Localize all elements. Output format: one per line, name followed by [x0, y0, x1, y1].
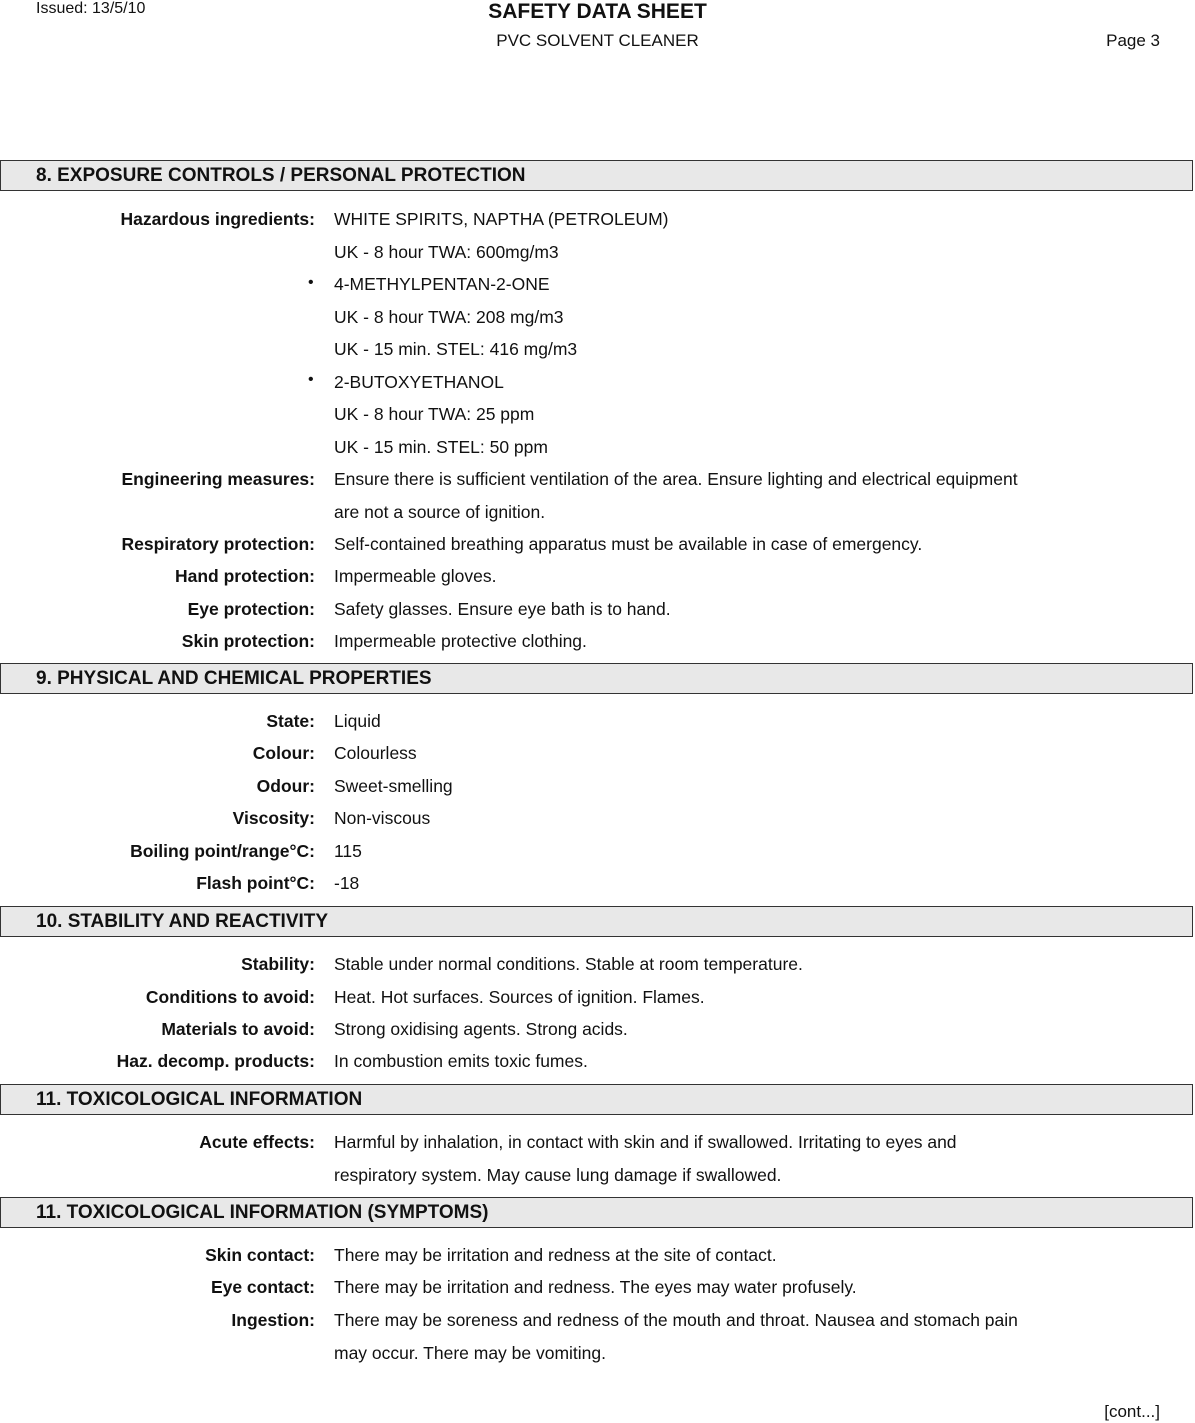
value-line: UK - 15 min. STEL: 416 mg/m3	[334, 339, 578, 359]
section-11-header	[0, 1084, 1193, 1115]
flash-point-value: -18	[334, 873, 360, 893]
value-line: 2-BUTOXYETHANOL	[334, 371, 504, 392]
value-line: are not a source of ignition.	[334, 501, 546, 522]
value-line: UK - 8 hour TWA: 25 ppm	[334, 404, 535, 424]
hand-protection-label: Hand protection:	[175, 566, 315, 586]
product-name: PVC SOLVENT CLEANER	[496, 31, 699, 50]
viscosity-label: Viscosity:	[232, 808, 315, 828]
skin-protection-value: Impermeable protective clothing.	[334, 631, 587, 651]
haz-decomp-value: In combustion emits toxic fumes.	[334, 1051, 588, 1071]
section-8-title: 8. EXPOSURE CONTROLS / PERSONAL PROTECTION	[36, 165, 526, 186]
flash-point-label: Flash point°C:	[196, 873, 315, 893]
odour-value: Sweet-smelling	[334, 776, 453, 796]
skin-contact-value: There may be irritation and redness at the site of contact.	[334, 1245, 777, 1265]
engineering-measures-value	[334, 463, 1094, 528]
page-number: Page 3	[1106, 31, 1160, 50]
respiratory-protection-label: Respiratory protection:	[121, 534, 315, 554]
issued-date: Issued: 13/5/10	[36, 0, 146, 17]
section-11-symptoms-title: 11. TOXICOLOGICAL INFORMATION (SYMPTOMS)	[36, 1202, 489, 1223]
conditions-label: Conditions to avoid:	[145, 987, 315, 1007]
section-8-header	[0, 160, 1193, 191]
value-line: Harmful by inhalation, in contact with skin and if swallowed. Irritating to eyes and	[334, 1132, 957, 1152]
conditions-value: Heat. Hot surfaces. Sources of ignition. Flames.	[334, 987, 705, 1007]
acute-effects-label: Acute effects:	[199, 1132, 315, 1152]
value-line: UK - 8 hour TWA: 208 mg/m3	[334, 306, 564, 327]
eye-protection-value: Safety glasses. Ensure eye bath is to hand.	[334, 599, 671, 619]
materials-value: Strong oxidising agents. Strong acids.	[334, 1019, 628, 1039]
value-line: may occur. There may be vomiting.	[334, 1342, 607, 1363]
value-line: UK - 8 hour TWA: 600mg/m3	[334, 241, 559, 262]
section-9-title: 9. PHYSICAL AND CHEMICAL PROPERTIES	[36, 668, 432, 689]
document-title: SAFETY DATA SHEET	[488, 0, 707, 23]
stability-value: Stable under normal conditions. Stable at room temperature.	[334, 954, 803, 974]
skin-protection-label: Skin protection:	[181, 631, 315, 651]
skin-contact-label: Skin contact:	[205, 1245, 315, 1265]
hazardous-ingredients-value	[334, 203, 1094, 463]
boiling-point-value: 115	[334, 841, 362, 861]
value-line: 4-METHYLPENTAN-2-ONE	[334, 274, 550, 294]
value-line: WHITE SPIRITS, NAPTHA (PETROLEUM)	[334, 209, 669, 229]
state-value: Liquid	[334, 711, 381, 731]
value-line: Ensure there is sufficient ventilation of the area. Ensure lighting and electrical equipment	[334, 469, 1018, 489]
odour-label: Odour:	[256, 776, 315, 796]
value-line: There may be soreness and redness of the mouth and throat. Nausea and stomach pain	[334, 1310, 1018, 1330]
value-line: respiratory system. May cause lung damage if swallowed.	[334, 1164, 782, 1185]
section-11-title: 11. TOXICOLOGICAL INFORMATION	[36, 1089, 363, 1110]
section-9-header	[0, 663, 1193, 694]
materials-label: Materials to avoid:	[161, 1019, 315, 1039]
bullet-icon: •	[308, 371, 314, 388]
state-label: State:	[266, 711, 315, 731]
ingestion-label: Ingestion:	[231, 1310, 315, 1330]
hand-protection-value: Impermeable gloves.	[334, 566, 497, 586]
acute-effects-value	[334, 1126, 1094, 1191]
colour-label: Colour:	[252, 743, 315, 763]
section-10-header	[0, 906, 1193, 937]
section-10-title: 10. STABILITY AND REACTIVITY	[36, 911, 329, 932]
engineering-measures-label: Engineering measures:	[121, 469, 315, 489]
bullet-icon: •	[308, 274, 314, 291]
viscosity-value: Non-viscous	[334, 808, 431, 828]
boiling-point-label: Boiling point/range°C:	[130, 841, 315, 861]
eye-contact-value: There may be irritation and redness. The eyes may water profusely.	[334, 1277, 857, 1297]
stability-label: Stability:	[241, 954, 315, 974]
eye-protection-label: Eye protection:	[187, 599, 315, 619]
colour-value: Colourless	[334, 743, 417, 763]
respiratory-protection-value: Self-contained breathing apparatus must be available in case of emergency.	[334, 534, 923, 554]
hazardous-ingredients-label: Hazardous ingredients:	[120, 209, 315, 229]
ingestion-value	[334, 1304, 1094, 1369]
haz-decomp-label: Haz. decomp. products:	[116, 1051, 315, 1071]
eye-contact-label: Eye contact:	[210, 1277, 315, 1297]
value-line: UK - 15 min. STEL: 50 ppm	[334, 436, 548, 457]
section-11-symptoms-header	[0, 1197, 1193, 1228]
continued-marker: [cont...]	[1104, 1402, 1160, 1421]
